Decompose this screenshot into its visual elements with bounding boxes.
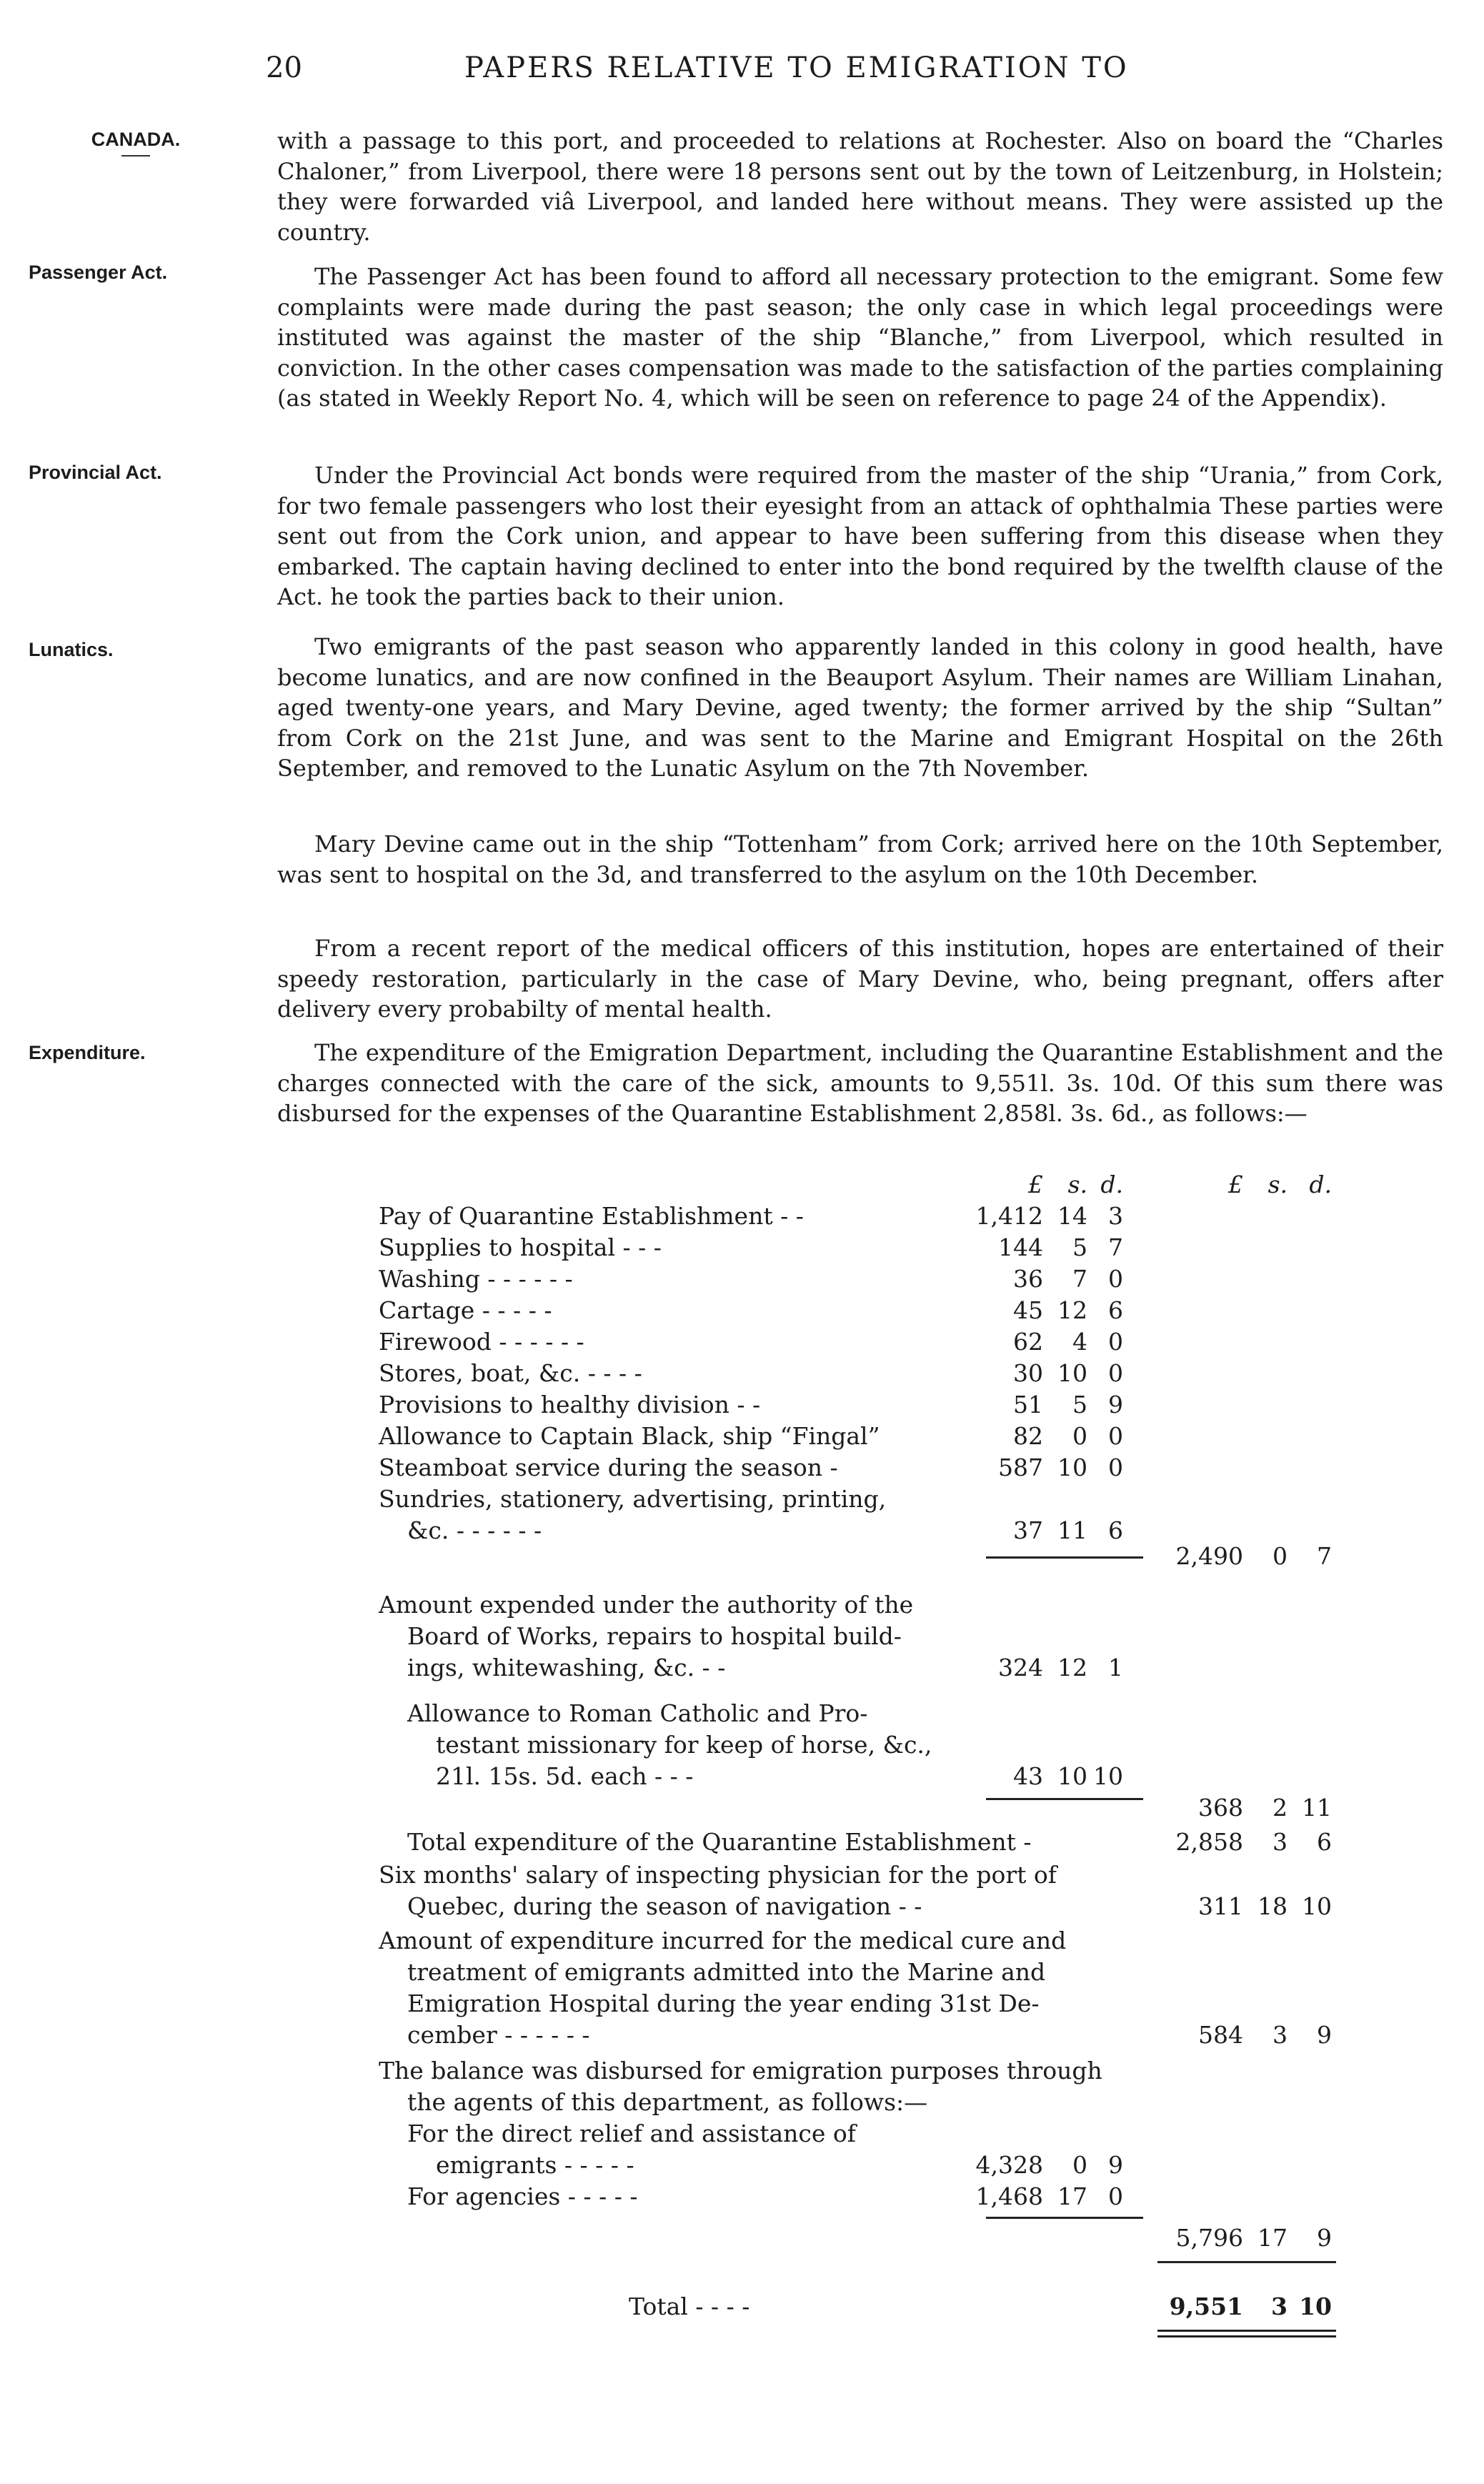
margin-note-lunatics: Lunatics. <box>29 639 114 660</box>
paragraph-text: The Passenger Act has been found to afford all necessary protection to the emigrant. Some few complaints were made during the past season; the only case in which legal proceedings were instituted was against the master of the ship “Blanche,” from Liverpool, which resulted in conviction. In the other cases compensation was made to the satisfaction of the parties complaining (as stated in Weekly Report No. 4, which will be seen on reference to page 24 of the Appendix). <box>277 263 1443 412</box>
table-row <box>364 1892 1379 1924</box>
amount-pounds: 587 <box>998 1454 1043 1481</box>
amount-pence: 1 <box>1108 1654 1123 1681</box>
amount-shillings: 10 <box>1057 1762 1087 1790</box>
header-pounds: £ <box>1028 1171 1043 1198</box>
amount-shillings: 4 <box>1072 1328 1087 1356</box>
amount-pence: 0 <box>1108 1422 1123 1450</box>
amount-pence: 0 <box>1108 1359 1123 1387</box>
amount-pence: 10 <box>1093 1762 1123 1790</box>
double-rule-2 <box>1157 2335 1336 2338</box>
amount-pounds: 1,412 <box>975 1202 1043 1230</box>
table-row <box>364 1622 1379 1654</box>
row-label: Washing - - - - - - <box>379 1265 573 1293</box>
amount-shillings: 3 <box>1273 1828 1288 1856</box>
margin-note-canada-label: CANADA. <box>91 129 181 150</box>
paragraph-text: The expenditure of the Emigration Department, including the Quarantine Establishment and the charges connected with the care of the sick, amounts to 9,551l. 3s. 10d. Of this sum there was disbursed for the expenses of the Quarantine Establishment 2,858l. 3s. 6d., as follows:— <box>277 1039 1443 1127</box>
amount-pence: 9 <box>1317 2224 1332 2252</box>
table-row <box>364 1958 1379 1989</box>
paragraph-mary-devine <box>277 829 1443 890</box>
table-row <box>364 1233 1379 1265</box>
paragraph-expenditure <box>277 1038 1443 1129</box>
amount-shillings: 0 <box>1072 2151 1087 2179</box>
paragraph-provincial-act <box>277 460 1443 612</box>
header-pence: d. <box>1309 1171 1332 1198</box>
header-pounds: £ <box>1228 1171 1243 1198</box>
row-label: Board of Works, repairs to hospital build- <box>407 1622 902 1650</box>
amount-shillings: 17 <box>1057 2182 1087 2210</box>
amount-pounds: 368 <box>1198 1794 1243 1822</box>
amount-shillings: 0 <box>1273 1542 1288 1570</box>
double-rule-1 <box>1157 2330 1336 2332</box>
amount-pounds: 2,490 <box>1175 1542 1243 1570</box>
amount-pence: 0 <box>1108 2182 1123 2210</box>
row-label: Allowance to Captain Black, ship “Fingal” <box>379 1422 880 1450</box>
amount-shillings: 2 <box>1273 1794 1288 1822</box>
table-row <box>364 1861 1379 1892</box>
paragraph-text: Under the Provincial Act bonds were required from the master of the ship “Urania,” from Cork, for two female passengers who lost their eyesight from an attack of ophthalmia These parties were sent out from the Cork union, and appear to have been suffering from this disease when they embarked. The captain having declined to enter into the bond required by the twelfth clause of the Act. he took the parties back to their union. <box>277 462 1443 610</box>
row-label: testant missionary for keep of horse, &c., <box>436 1731 932 1759</box>
amount-pence: 6 <box>1108 1296 1123 1324</box>
grand-total-row <box>364 2292 1379 2324</box>
amount-pence: 0 <box>1108 1454 1123 1481</box>
paragraph-text: From a recent report of the medical officers of this institution, hopes are entertained of their speedy restoration, particularly in the case of Mary Devine, who, being pregnant, offers after delivery every probabilty of mental health. <box>277 935 1443 1023</box>
row-label: Six months' salary of inspecting physician for the port of <box>379 1861 1057 1889</box>
amount-pence: 10 <box>1299 2292 1332 2320</box>
table-row <box>364 1989 1379 2021</box>
header-shillings: s. <box>1067 1171 1087 1198</box>
table-row <box>364 1359 1379 1391</box>
table-row <box>364 1699 1379 1731</box>
margin-dash <box>121 155 150 157</box>
amount-pounds: 62 <box>1013 1328 1043 1356</box>
amount-pence: 0 <box>1108 1328 1123 1356</box>
expenditure-table <box>364 1171 1379 2357</box>
row-label: ings, whitewashing, &c. - - <box>407 1654 726 1681</box>
table-row <box>364 1265 1379 1296</box>
paragraph-passenger-act <box>277 262 1443 414</box>
header-pence: d. <box>1100 1171 1123 1198</box>
row-label: Steamboat service during the season - <box>379 1454 838 1481</box>
amount-shillings: 5 <box>1072 1391 1087 1419</box>
amount-shillings: 3 <box>1273 2021 1288 2049</box>
row-label: Cartage - - - - - <box>379 1296 552 1324</box>
amount-pence: 9 <box>1108 1391 1123 1419</box>
paragraph-canada <box>277 126 1443 247</box>
table-row <box>364 1485 1379 1516</box>
amount-pounds: 324 <box>998 1654 1043 1681</box>
row-label: For the direct relief and assistance of <box>407 2120 856 2147</box>
paragraph-text: with a passage to this port, and proceeded to relations at Rochester. Also on board the “Charles Chaloner,” from Liverpool, there were 18 persons sent out by the town of Leitzenburg, in Holstein; they were forwarded viâ Liverpool, and landed here without means. They were assisted up the country. <box>277 127 1443 246</box>
amount-shillings: 10 <box>1057 1359 1087 1387</box>
amount-shillings: 14 <box>1057 1202 1087 1230</box>
row-label: Sundries, stationery, advertising, printing, <box>379 1485 887 1513</box>
amount-pence: 3 <box>1108 1202 1123 1230</box>
amount-pounds: 4,328 <box>975 2151 1043 2179</box>
table-row <box>364 1391 1379 1422</box>
table-row <box>364 1202 1379 1233</box>
row-label: &c. - - - - - - <box>407 1516 542 1544</box>
amount-pence: 11 <box>1302 1794 1332 1822</box>
table-row <box>364 1591 1379 1622</box>
table-row <box>364 1654 1379 1685</box>
amount-shillings: 11 <box>1057 1516 1087 1544</box>
table-row <box>364 1328 1379 1359</box>
amount-pence: 9 <box>1108 2151 1123 2179</box>
table-row <box>364 1454 1379 1485</box>
amount-pounds: 144 <box>998 1233 1043 1261</box>
page-title: PAPERS RELATIVE TO EMIGRATION TO <box>464 51 1129 84</box>
subtotal-row <box>364 2224 1379 2255</box>
amount-pence: 0 <box>1108 1265 1123 1293</box>
amount-pounds: 5,796 <box>1175 2224 1243 2252</box>
row-label: Amount of expenditure incurred for the medical cure and <box>379 1927 1067 1954</box>
row-label: 21l. 15s. 5d. each - - - <box>436 1762 694 1790</box>
row-label: Stores, boat, &c. - - - - <box>379 1359 642 1387</box>
amount-pence: 9 <box>1317 2021 1332 2049</box>
paragraph-text: Mary Devine came out in the ship “Tottenham” from Cork; arrived here on the 10th September, was sent to hospital on the 3d, and transferred to the asylum on the 10th December. <box>277 830 1443 888</box>
row-label: Firewood - - - - - - <box>379 1328 584 1356</box>
margin-note-expenditure: Expenditure. <box>29 1042 146 1063</box>
margin-note-provincial-act: Provincial Act. <box>29 462 162 483</box>
table-row <box>364 1927 1379 1958</box>
amount-shillings: 18 <box>1258 1892 1288 1920</box>
table-row <box>364 2057 1379 2088</box>
amount-pounds: 82 <box>1013 1422 1043 1450</box>
table-row <box>364 2182 1379 2214</box>
amount-shillings: 3 <box>1271 2292 1288 2320</box>
row-label: Pay of Quarantine Establishment - - <box>379 1202 804 1230</box>
currency-header-row <box>364 1171 1379 1202</box>
table-row <box>364 2151 1379 2182</box>
row-label: the agents of this department, as follows:— <box>407 2088 928 2116</box>
row-label: emigrants - - - - - <box>436 2151 634 2179</box>
table-row <box>364 1296 1379 1328</box>
row-label: Quebec, during the season of navigation - - <box>407 1892 922 1920</box>
amount-pence: 7 <box>1317 1542 1332 1570</box>
amount-pounds: 45 <box>1013 1296 1043 1324</box>
row-label: For agencies - - - - - <box>407 2182 638 2210</box>
amount-shillings: 17 <box>1258 2224 1288 2252</box>
amount-pounds: 311 <box>1198 1892 1243 1920</box>
amount-pence: 7 <box>1108 1233 1123 1261</box>
subtotal-row <box>364 1542 1379 1574</box>
table-row <box>364 2120 1379 2151</box>
table-row <box>364 2088 1379 2120</box>
row-label: Allowance to Roman Catholic and Pro- <box>407 1699 868 1727</box>
paragraph-medical-report <box>277 933 1443 1025</box>
row-label: The balance was disbursed for emigration purposes through <box>379 2057 1102 2085</box>
amount-shillings: 5 <box>1072 1233 1087 1261</box>
amount-pounds: 30 <box>1013 1359 1043 1387</box>
margin-note-canada <box>29 129 243 157</box>
amount-pounds: 584 <box>1198 2021 1243 2049</box>
amount-pounds: 36 <box>1013 1265 1043 1293</box>
amount-pounds: 37 <box>1013 1516 1043 1544</box>
table-row <box>364 1731 1379 1762</box>
amount-pounds: 9,551 <box>1169 2292 1243 2320</box>
amount-pence: 10 <box>1302 1892 1332 1920</box>
amount-shillings: 12 <box>1057 1296 1087 1324</box>
table-row <box>364 2021 1379 2052</box>
total-rule-top <box>1157 2261 1336 2263</box>
amount-shillings: 10 <box>1057 1454 1087 1481</box>
amount-pounds: 1,468 <box>975 2182 1043 2210</box>
row-label: Total - - - - <box>629 2292 750 2320</box>
row-label: Supplies to hospital - - - <box>379 1233 662 1261</box>
row-label: Provisions to healthy division - - <box>379 1391 761 1419</box>
row-label: cember - - - - - - <box>407 2021 590 2049</box>
amount-pounds: 51 <box>1013 1391 1043 1419</box>
amount-shillings: 7 <box>1072 1265 1087 1293</box>
margin-note-passenger-act: Passenger Act. <box>29 262 168 283</box>
row-label: Amount expended under the authority of the <box>379 1591 914 1619</box>
page-header <box>0 51 1484 94</box>
row-label: treatment of emigrants admitted into the Marine and <box>407 1958 1046 1986</box>
total-quarantine-row <box>364 1828 1379 1859</box>
amount-pounds: 43 <box>1013 1762 1043 1790</box>
amount-pounds: 2,858 <box>1175 1828 1243 1856</box>
subtotal-row <box>364 1794 1379 1825</box>
amount-shillings: 0 <box>1072 1422 1087 1450</box>
page-number: 20 <box>266 51 302 84</box>
amount-pence: 6 <box>1108 1516 1123 1544</box>
sum-rule <box>986 2217 1143 2219</box>
paragraph-lunatics <box>277 632 1443 784</box>
paragraph-text: Two emigrants of the past season who apparently landed in this colony in good health, have become lunatics, and are now confined in the Beauport Asylum. Their names are William Linahan, aged twenty-one years, and Mary Devine, aged twenty; the former arrived by the ship “Sultan” from Cork on the 21st June, and was sent to the Marine and Emigrant Hospital on the 26th September, and removed to the Lunatic Asylum on the 7th November. <box>277 633 1443 782</box>
header-shillings: s. <box>1268 1171 1288 1198</box>
amount-shillings: 12 <box>1057 1654 1087 1681</box>
amount-pence: 6 <box>1317 1828 1332 1856</box>
row-label: Emigration Hospital during the year ending 31st De- <box>407 1989 1040 2017</box>
table-row <box>364 1422 1379 1454</box>
row-label: Total expenditure of the Quarantine Establishment - <box>407 1828 1032 1856</box>
table-row <box>364 1762 1379 1794</box>
